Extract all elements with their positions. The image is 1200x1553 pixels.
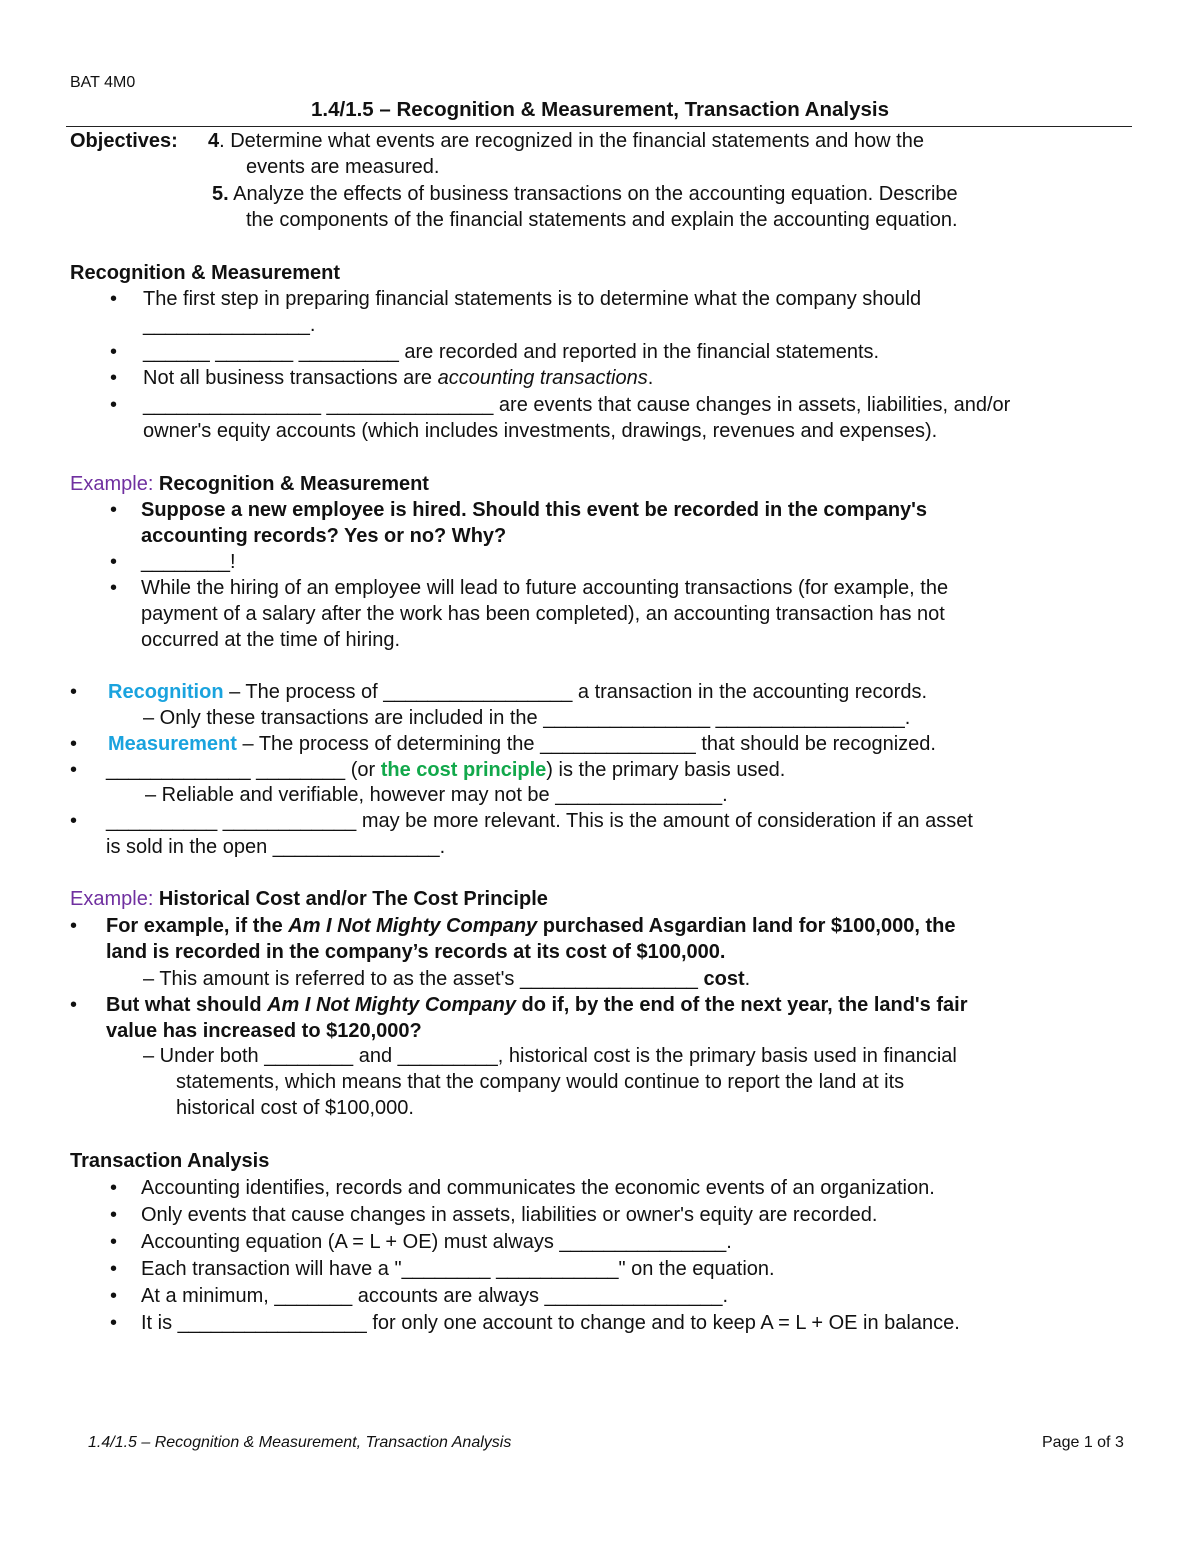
- example-2-point-2-company: Am I Not Mighty Company: [267, 994, 516, 1016]
- example-2-point-1-a: For example, if the: [106, 915, 289, 937]
- ta-item: Accounting equation (A = L + OE) must always _______________.: [141, 1231, 732, 1253]
- rm-bullet-4-line1: ________________ _______________ are events that cause changes in assets, liabilities, and/or: [143, 394, 1011, 416]
- rm-bullet-3: [143, 365, 653, 391]
- fair-value-line2: is sold in the open _______________.: [106, 836, 446, 858]
- cost-principle-line: [106, 757, 785, 783]
- example-2-point-1-company: Am I Not Mighty Company: [288, 915, 538, 937]
- example-1-while-line3: occurred at the time of hiring.: [141, 629, 401, 651]
- title-divider: [66, 126, 1132, 127]
- bullet: •: [110, 1285, 118, 1307]
- objective-5-line1: Analyze the effects of business transactions on the accounting equation. Describe: [228, 183, 958, 205]
- recognition-text: – The process of _________________ a transaction in the accounting records.: [223, 681, 928, 703]
- rm-bullet-4-line2: owner's equity accounts (which includes investments, drawings, revenues and expenses).: [143, 420, 938, 442]
- example-1-label: Example:: [70, 473, 154, 495]
- objective-4-line2: events are measured.: [246, 156, 440, 178]
- measurement-term: Measurement: [108, 733, 237, 755]
- example-2-point-1: [106, 913, 955, 939]
- page-title: 1.4/1.5 – Recognition & Measurement, Transaction Analysis: [311, 98, 889, 121]
- example-2-point-1-sub-cost: cost: [703, 968, 745, 990]
- rm-bullet-1-line2: _______________.: [143, 314, 316, 336]
- bullet: •: [110, 394, 118, 416]
- bullet: •: [70, 681, 78, 703]
- example-2-point-1-sub-end: .: [744, 968, 751, 990]
- bullet: •: [110, 367, 118, 389]
- objectives-label: Objectives:: [70, 130, 178, 152]
- example-2-point-2-sub1: – Under both ________ and _________, historical cost is the primary basis used in financial: [143, 1045, 957, 1067]
- bullet: •: [110, 341, 118, 363]
- example-2-point-1-b: purchased Asgardian land for $100,000, the: [537, 915, 956, 937]
- objective-5: [212, 181, 958, 207]
- recognition-sub: – Only these transactions are included in the _______________ _________________.: [143, 707, 911, 729]
- ta-heading: Transaction Analysis: [70, 1150, 270, 1172]
- bullet: •: [110, 1204, 118, 1226]
- bullet: •: [70, 994, 78, 1016]
- bullet: •: [110, 1177, 118, 1199]
- example-1-while-line2: payment of a salary after the work has been completed), an accounting transaction has not: [141, 603, 945, 625]
- example-1-heading: [70, 471, 429, 497]
- example-1-answer-blank: ________!: [141, 551, 236, 573]
- rm-bullet-3-text: Not all business transactions are: [143, 367, 438, 389]
- example-1-title: Recognition & Measurement: [153, 473, 429, 495]
- example-2-title: Historical Cost and/or The Cost Principle: [153, 888, 548, 910]
- bullet: •: [110, 577, 118, 599]
- course-code: BAT 4M0: [70, 74, 136, 91]
- rm-bullet-2: ______ _______ _________ are recorded and reported in the financial statements.: [143, 341, 880, 363]
- example-2-point-2-sub3: historical cost of $100,000.: [176, 1097, 414, 1119]
- ta-item: Each transaction will have a "________ ___________" on the equation.: [141, 1258, 775, 1280]
- example-2-point-2-a: But what should: [106, 994, 268, 1016]
- footer-title: 1.4/1.5 – Recognition & Measurement, Transaction Analysis: [88, 1434, 512, 1451]
- example-1-question-line1: Suppose a new employee is hired. Should this event be recorded in the company's: [141, 499, 928, 521]
- rm-bullet-3-italic: accounting transactions: [437, 367, 648, 389]
- cost-principle-sub: – Reliable and verifiable, however may not be _______________.: [145, 784, 728, 806]
- recognition-term: Recognition: [108, 681, 224, 703]
- recognition-definition: [108, 679, 927, 705]
- example-1-question-line2: accounting records? Yes or no? Why?: [141, 525, 507, 547]
- objective-5-line2: the components of the financial statements and explain the accounting equation.: [246, 209, 958, 231]
- rm-bullet-1-line1: The first step in preparing financial statements is to determine what the company should: [143, 288, 922, 310]
- measurement-definition: [108, 731, 936, 757]
- bullet: •: [110, 288, 118, 310]
- fair-value-line1: __________ ____________ may be more relevant. This is the amount of consideration if an asset: [106, 810, 973, 832]
- example-2-point-1-sub-a: – This amount is referred to as the asset's ________________: [143, 968, 704, 990]
- bullet: •: [110, 499, 118, 521]
- example-2-heading: [70, 886, 548, 912]
- rm-bullet-3-end: .: [647, 367, 654, 389]
- objective-4-number: 4: [208, 130, 220, 152]
- ta-item: At a minimum, _______ accounts are always ________________.: [141, 1285, 729, 1307]
- example-2-point-2: [106, 992, 968, 1018]
- bullet: •: [70, 810, 78, 832]
- example-2-point-2-sub2: statements, which means that the company would continue to report the land at its: [176, 1071, 905, 1093]
- bullet: •: [70, 733, 78, 755]
- example-2-point-1-sub: [143, 966, 750, 992]
- cost-principle-pre: _____________ ________ (or: [106, 759, 381, 781]
- example-2-point-2-b: do if, by the end of the next year, the land's fair: [515, 994, 968, 1016]
- ta-item: Only events that cause changes in assets, liabilities or owner's equity are recorded.: [141, 1204, 878, 1226]
- page-number: Page 1 of 3: [1042, 1434, 1124, 1451]
- ta-item: Accounting identifies, records and communicates the economic events of an organization.: [141, 1177, 935, 1199]
- bullet: •: [110, 551, 118, 573]
- bullet: •: [110, 1312, 118, 1334]
- cost-principle-term: the cost principle: [380, 759, 547, 781]
- rm-heading: Recognition & Measurement: [70, 262, 341, 284]
- cost-principle-post: ) is the primary basis used.: [546, 759, 786, 781]
- example-2-point-2-line2: value has increased to $120,000?: [106, 1020, 422, 1042]
- objective-4-line1: . Determine what events are recognized in the financial statements and how the: [219, 130, 924, 152]
- bullet: •: [110, 1231, 118, 1253]
- ta-item: It is _________________ for only one account to change and to keep A = L + OE in balance.: [141, 1312, 960, 1334]
- objective-5-number: 5.: [212, 183, 229, 205]
- bullet: •: [110, 1258, 118, 1280]
- bullet: •: [70, 915, 78, 937]
- measurement-text: – The process of determining the ______________ that should be recognized.: [236, 733, 936, 755]
- example-2-label: Example:: [70, 888, 154, 910]
- example-2-point-1-line2: land is recorded in the company’s records at its cost of $100,000.: [106, 941, 726, 963]
- example-1-while-line1: While the hiring of an employee will lead to future accounting transactions (for example, the: [141, 577, 949, 599]
- bullet: •: [70, 759, 78, 781]
- objective-4: [208, 128, 924, 154]
